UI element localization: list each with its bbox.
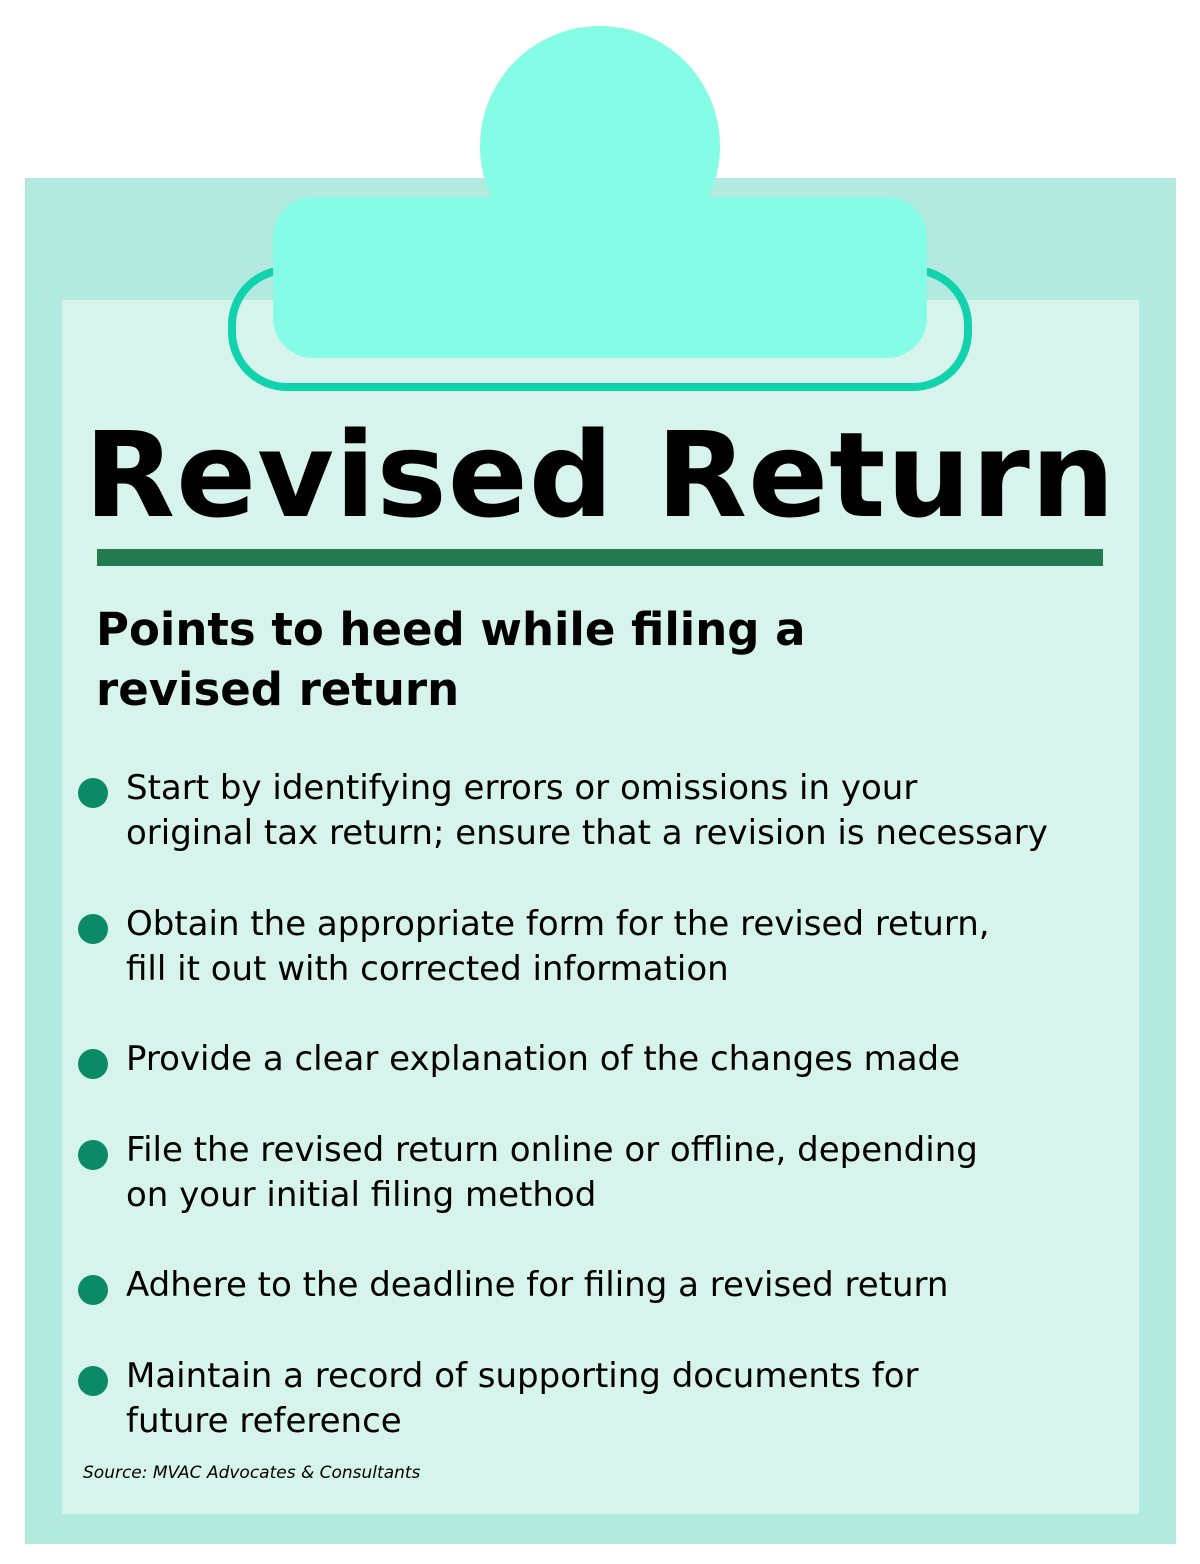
point-line: fill it out with corrected information xyxy=(126,949,729,989)
bullet-dot-icon xyxy=(78,1140,108,1170)
bullet-dot-icon xyxy=(78,914,108,944)
point-line: Obtain the appropriate form for the revised return, xyxy=(126,904,990,944)
point-line: original tax return; ensure that a revision is necessary xyxy=(126,813,1048,853)
point-line: Provide a clear explanation of the changes made xyxy=(126,1039,961,1079)
point-line: Adhere to the deadline for filing a revised return xyxy=(126,1265,949,1305)
point-line: File the revised return online or offline, depending xyxy=(126,1130,978,1170)
point-text xyxy=(126,1128,1131,1218)
point-line: future reference xyxy=(126,1401,402,1441)
point-line: Start by identifying errors or omissions in your xyxy=(126,768,918,808)
subtitle-line: Points to heed while filing a xyxy=(96,603,806,656)
point-text xyxy=(126,1354,1131,1444)
point-text xyxy=(126,766,1131,856)
bullet-dot-icon xyxy=(78,778,108,808)
bullet-dot-icon xyxy=(78,1275,108,1305)
bullet-dot-icon xyxy=(78,1366,108,1396)
point-line: on your initial filing method xyxy=(126,1175,597,1215)
source-note: Source: MVAC Advocates & Consultants xyxy=(83,1463,421,1483)
point-text xyxy=(126,902,1131,992)
subtitle-line: revised return xyxy=(96,663,460,716)
point-line: Maintain a record of supporting documents for xyxy=(126,1356,919,1396)
point-text xyxy=(126,1263,1131,1308)
point-text xyxy=(126,1037,1131,1082)
bullet-dot-icon xyxy=(78,1049,108,1079)
page-title: Revised Return xyxy=(84,406,1116,544)
